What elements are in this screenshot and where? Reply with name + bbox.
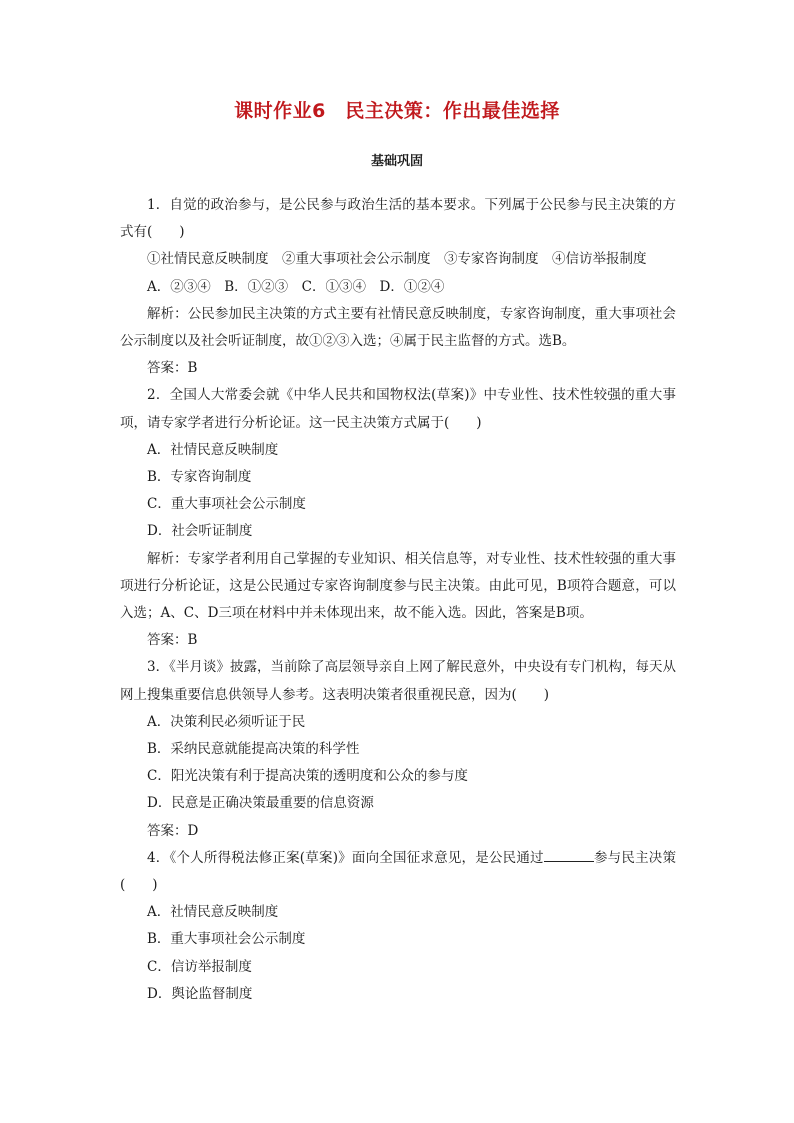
question-4-option-b: B．重大事项社会公示制度: [147, 931, 306, 948]
question-1-options: A．②③④ B．①②③ C．①③④ D．①②④: [147, 278, 445, 295]
question-2-answer: 答案：B: [147, 632, 198, 649]
question-3-answer: 答案：D: [147, 822, 199, 839]
question-2-option-b: B．专家咨询制度: [147, 469, 252, 486]
question-1-answer: 答案：B: [147, 360, 198, 377]
section-heading: 基础巩固: [370, 154, 423, 169]
question-1-items: ①社情民意反映制度 ②重大事项社会公示制度 ③专家咨询制度 ④信访举报制度: [147, 251, 647, 268]
question-4-stem-part-a: 4．《个人所得税法修正案(草案)》面向全国征求意见，是公民通过: [147, 849, 544, 866]
question-3-option-d: D．民意是正确决策最重要的信息资源: [147, 795, 374, 812]
question-4-option-a: A．社情民意反映制度: [147, 904, 279, 921]
question-2-option-a: A．社情民意反映制度: [147, 441, 279, 458]
question-2-option-d: D．社会听证制度: [147, 523, 253, 540]
question-2-analysis: 解析：专家学者利用自己掌握的专业知识、相关信息等，对专业性、技术性较强的重大事项进行分析论证，这是公民通过专家咨询制度参与民主决策。由此可见，B项符合题意，可以入选；A、C、D三项在材料中并未体现出来，故不能入选。因此，答案是B项。: [120, 550, 676, 622]
question-4-option-c: C．信访举报制度: [147, 958, 252, 975]
question-1-analysis: 解析：公民参加民主决策的方式主要有社情民意反映制度，专家咨询制度，重大事项社会公示制度以及社会听证制度，故①②③入选；④属于民主监督的方式。选B。: [120, 305, 676, 350]
question-3-option-b: B．采纳民意就能提高决策的科学性: [147, 741, 360, 758]
question-3-stem: 3．《半月谈》披露，当前除了高层领导亲自上网了解民意外，中央设有专门机构，每天从网上搜集重要信息供领导人参考。这表明决策者很重视民意，因为( ): [120, 659, 676, 703]
question-1-stem: 1．自觉的政治参与，是公民参与政治生活的基本要求。下列属于公民参与民主决策的方式有( ): [120, 197, 676, 241]
question-2-option-c: C．重大事项社会公示制度: [147, 496, 306, 513]
question-2-stem: 2．全国人大常委会就《中华人民共和国物权法(草案)》中专业性、技术性较强的重大事项，请专家学者进行分析论证。这一民主决策方式属于( ): [120, 387, 676, 431]
question-4-stem: [120, 845, 676, 899]
question-4-stem-part-b: 参与民主决策( ): [120, 849, 677, 894]
question-3-option-a: A．决策利民必须听证于民: [147, 713, 306, 730]
fill-in-blank: [544, 847, 594, 862]
document-body: [120, 192, 676, 1008]
question-3-option-c: C．阳光决策有利于提高决策的透明度和公众的参与度: [147, 768, 468, 785]
page-title: 课时作业6 民主决策：作出最佳选择: [234, 100, 560, 122]
question-4-option-d: D．舆论监督制度: [147, 985, 253, 1002]
